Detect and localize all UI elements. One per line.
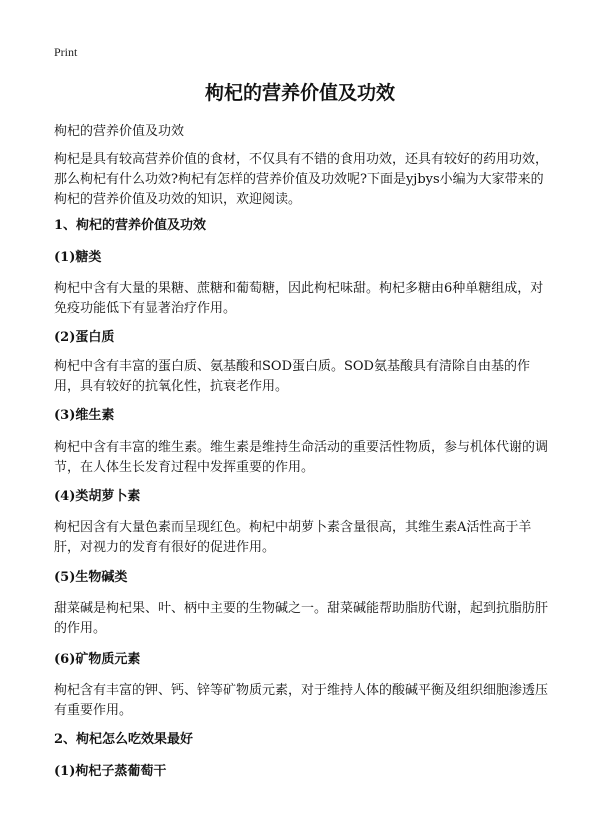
item-heading-steamed-raisins: (1)枸杞子蒸葡萄干 [54, 764, 167, 779]
item-text-vitamins: 枸杞中含有丰富的维生素。维生素是维持生命活动的重要活性物质，参与机体代谢的调节，在人体生长发育过程中发挥重要的作用。 [54, 440, 549, 475]
item-heading-alkaloids: (5)生物碱类 [54, 570, 128, 585]
item-heading-minerals: (6)矿物质元素 [54, 652, 141, 667]
print-link[interactable]: Print [54, 45, 78, 59]
item-heading-vitamins: (3)维生素 [54, 408, 115, 423]
item-heading-protein: (2)蛋白质 [54, 330, 115, 345]
intro-paragraph: 枸杞是具有较高营养价值的食材，不仅具有不错的食用功效，还具有较好的药用功效，那么枸杞有什么功效?枸杞有怎样的营养价值及功效呢?下面是yjbys小编为大家带来的枸杞的营养价值及功效的知识，欢迎阅读。 [54, 152, 549, 207]
item-text-minerals: 枸杞含有丰富的钾、钙、锌等矿物质元素，对于维持人体的酸碱平衡及组织细胞渗透压有重要作用。 [54, 683, 549, 718]
page-title: 枸杞的营养价值及功效 [204, 82, 395, 104]
item-heading-carotenoids: (4)类胡萝卜素 [54, 489, 141, 504]
item-heading-sugars: (1)糖类 [54, 250, 102, 265]
subtitle: 枸杞的营养价值及功效 [54, 124, 185, 139]
item-text-carotenoids: 枸杞因含有大量色素而呈现红色。枸杞中胡萝卜素含量很高，其维生素A活性高于羊肝，对视力的发育有很好的促进作用。 [54, 520, 532, 555]
section-1-heading: 1、枸杞的营养价值及功效 [54, 218, 207, 233]
item-text-protein: 枸杞中含有丰富的蛋白质、氨基酸和SOD蛋白质。SOD氨基酸具有清除自由基的作用，具有较好的抗氧化性，抗衰老作用。 [54, 359, 530, 394]
section-2-heading: 2、枸杞怎么吃效果最好 [54, 732, 194, 747]
item-text-sugars: 枸杞中含有大量的果糖、蔗糖和葡萄糖，因此枸杞味甜。枸杞多糖由6种单糖组成，对免疫功能低下有显著治疗作用。 [54, 281, 544, 316]
item-text-alkaloids: 甜菜碱是枸杞果、叶、柄中主要的生物碱之一。甜菜碱能帮助脂肪代谢，起到抗脂肪肝的作用。 [54, 601, 549, 636]
